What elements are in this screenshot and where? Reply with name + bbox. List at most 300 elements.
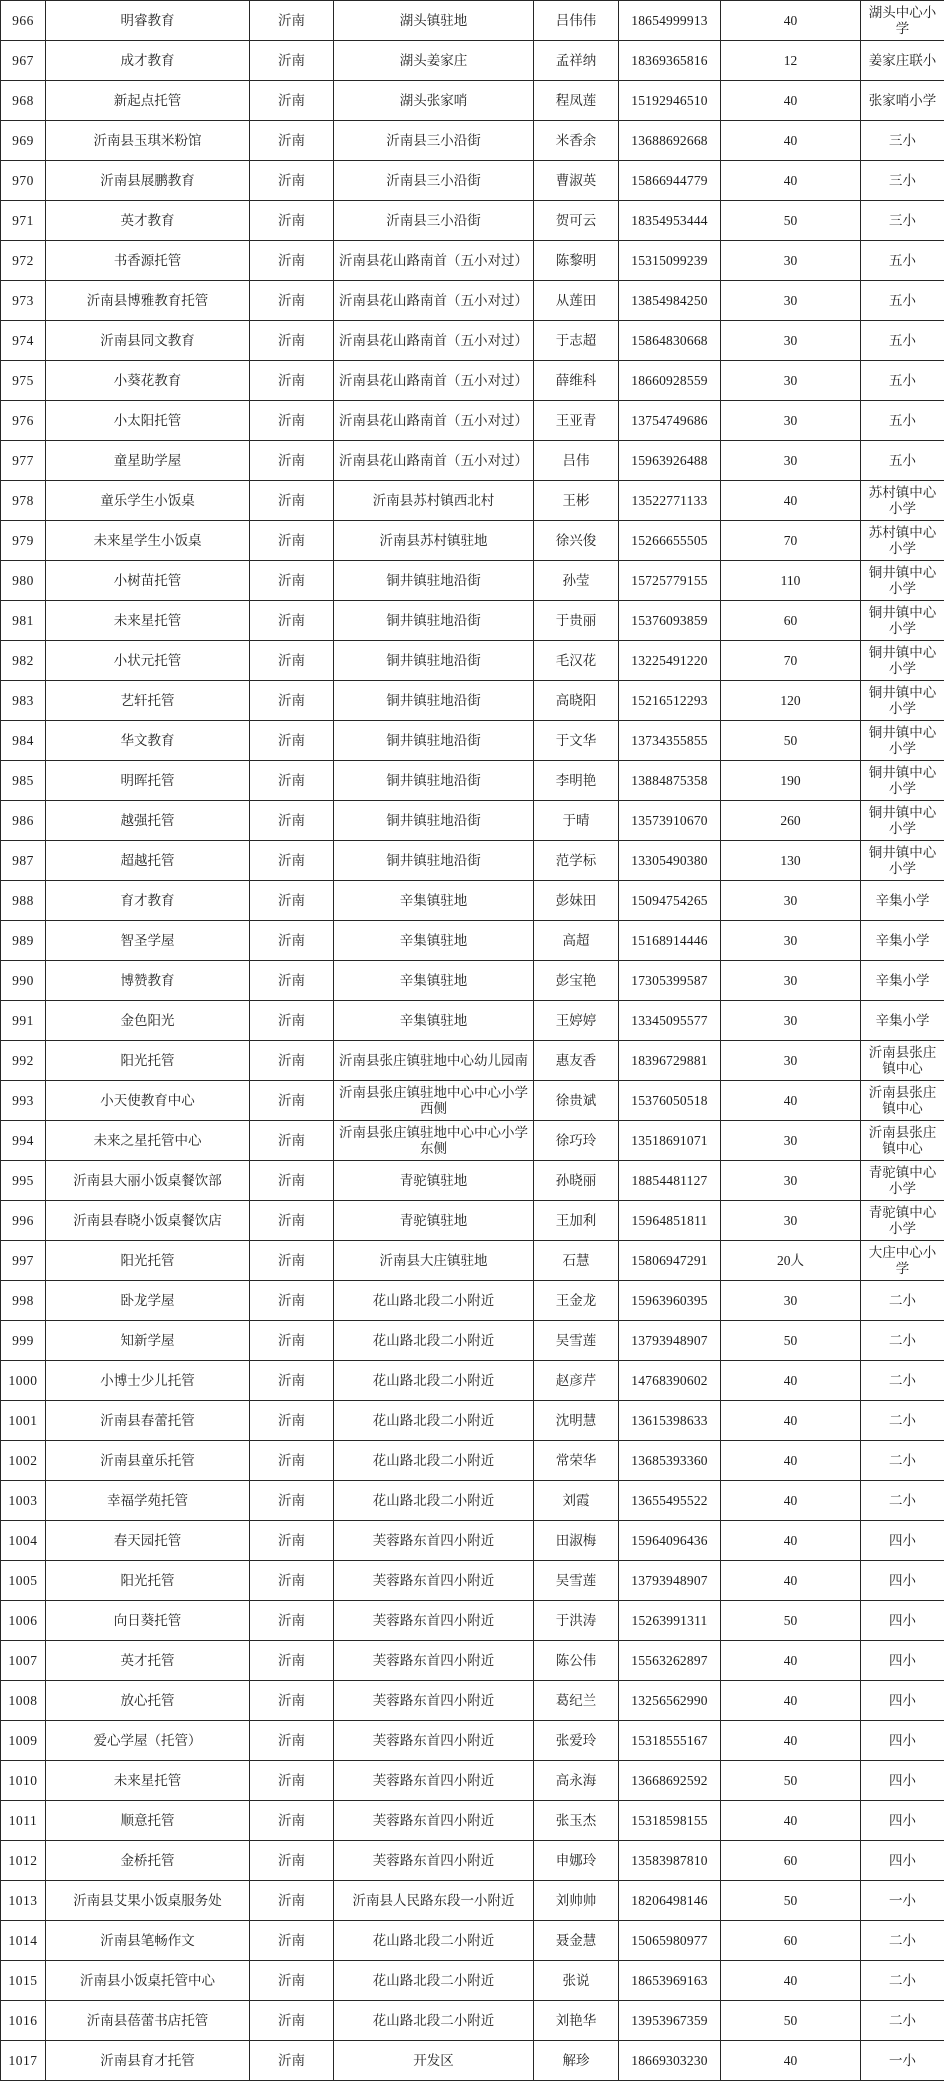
contact-name-cell: 于贵丽 bbox=[534, 601, 619, 641]
address-cell: 沂南县花山路南首（五小对过） bbox=[334, 361, 534, 401]
contact-name-cell: 李明艳 bbox=[534, 761, 619, 801]
table-row bbox=[1, 641, 944, 681]
institution-name-cell: 沂南县艾果小饭桌服务处 bbox=[46, 1881, 250, 1921]
institution-name-cell: 卧龙学屋 bbox=[46, 1281, 250, 1321]
address-cell: 沂南县大庄镇驻地 bbox=[334, 1241, 534, 1281]
county-cell: 沂南 bbox=[250, 1201, 334, 1241]
capacity-cell: 30 bbox=[721, 1201, 861, 1241]
row-number-cell: 1009 bbox=[1, 1721, 46, 1761]
row-number-cell: 970 bbox=[1, 161, 46, 201]
row-number-cell: 968 bbox=[1, 81, 46, 121]
row-number-cell: 1000 bbox=[1, 1361, 46, 1401]
capacity-cell: 40 bbox=[721, 1801, 861, 1841]
contact-name-cell: 于文华 bbox=[534, 721, 619, 761]
school-cell: 湖头中心小学 bbox=[861, 1, 944, 41]
institution-name-cell: 博赞教育 bbox=[46, 961, 250, 1001]
capacity-cell: 30 bbox=[721, 1001, 861, 1041]
table-row bbox=[1, 1241, 944, 1281]
contact-name-cell: 吴雪莲 bbox=[534, 1561, 619, 1601]
institution-name-cell: 育才教育 bbox=[46, 881, 250, 921]
address-cell: 青驼镇驻地 bbox=[334, 1161, 534, 1201]
row-number-cell: 996 bbox=[1, 1201, 46, 1241]
institution-name-cell: 沂南县玉琪米粉馆 bbox=[46, 121, 250, 161]
institution-name-cell: 沂南县同文教育 bbox=[46, 321, 250, 361]
school-cell: 沂南县张庄镇中心 bbox=[861, 1041, 944, 1081]
phone-cell: 15192946510 bbox=[619, 81, 721, 121]
phone-cell: 14768390602 bbox=[619, 1361, 721, 1401]
phone-cell: 15376093859 bbox=[619, 601, 721, 641]
contact-name-cell: 陈黎明 bbox=[534, 241, 619, 281]
phone-cell: 15263991311 bbox=[619, 1601, 721, 1641]
capacity-cell: 50 bbox=[721, 1881, 861, 1921]
school-cell: 五小 bbox=[861, 401, 944, 441]
phone-cell: 13655495522 bbox=[619, 1481, 721, 1521]
phone-cell: 15216512293 bbox=[619, 681, 721, 721]
address-cell: 沂南县花山路南首（五小对过） bbox=[334, 321, 534, 361]
capacity-cell: 40 bbox=[721, 1481, 861, 1521]
contact-name-cell: 徐贵斌 bbox=[534, 1081, 619, 1121]
address-cell: 湖头张家哨 bbox=[334, 81, 534, 121]
table-row bbox=[1, 1401, 944, 1441]
table-row bbox=[1, 121, 944, 161]
school-cell: 五小 bbox=[861, 241, 944, 281]
address-cell: 芙蓉路东首四小附近 bbox=[334, 1601, 534, 1641]
contact-name-cell: 高永海 bbox=[534, 1761, 619, 1801]
school-cell: 四小 bbox=[861, 1561, 944, 1601]
institution-name-cell: 书香源托管 bbox=[46, 241, 250, 281]
capacity-cell: 60 bbox=[721, 1921, 861, 1961]
row-number-cell: 1014 bbox=[1, 1921, 46, 1961]
county-cell: 沂南 bbox=[250, 681, 334, 721]
school-cell: 沂南县张庄镇中心 bbox=[861, 1121, 944, 1161]
capacity-cell: 30 bbox=[721, 281, 861, 321]
contact-name-cell: 曹淑英 bbox=[534, 161, 619, 201]
contact-name-cell: 聂金慧 bbox=[534, 1921, 619, 1961]
capacity-cell: 50 bbox=[721, 201, 861, 241]
institution-name-cell: 小太阳托管 bbox=[46, 401, 250, 441]
row-number-cell: 987 bbox=[1, 841, 46, 881]
contact-name-cell: 张爱玲 bbox=[534, 1721, 619, 1761]
address-cell: 铜井镇驻地沿街 bbox=[334, 601, 534, 641]
table-row bbox=[1, 921, 944, 961]
contact-name-cell: 王金龙 bbox=[534, 1281, 619, 1321]
phone-cell: 13225491220 bbox=[619, 641, 721, 681]
contact-name-cell: 刘霞 bbox=[534, 1481, 619, 1521]
contact-name-cell: 徐巧玲 bbox=[534, 1121, 619, 1161]
institution-name-cell: 幸福学苑托管 bbox=[46, 1481, 250, 1521]
row-number-cell: 1006 bbox=[1, 1601, 46, 1641]
institution-name-cell: 顺意托管 bbox=[46, 1801, 250, 1841]
address-cell: 芙蓉路东首四小附近 bbox=[334, 1561, 534, 1601]
contact-name-cell: 王婷婷 bbox=[534, 1001, 619, 1041]
contact-name-cell: 孟祥纳 bbox=[534, 41, 619, 81]
table-row bbox=[1, 161, 944, 201]
contact-name-cell: 孙晓丽 bbox=[534, 1161, 619, 1201]
institution-name-cell: 春天园托管 bbox=[46, 1521, 250, 1561]
address-cell: 花山路北段二小附近 bbox=[334, 1281, 534, 1321]
row-number-cell: 1003 bbox=[1, 1481, 46, 1521]
phone-cell: 13953967359 bbox=[619, 2001, 721, 2041]
school-cell: 二小 bbox=[861, 1961, 944, 2001]
school-cell: 青驼镇中心小学 bbox=[861, 1201, 944, 1241]
institution-name-cell: 英才托管 bbox=[46, 1641, 250, 1681]
table-row bbox=[1, 961, 944, 1001]
phone-cell: 18354953444 bbox=[619, 201, 721, 241]
capacity-cell: 40 bbox=[721, 1401, 861, 1441]
row-number-cell: 989 bbox=[1, 921, 46, 961]
county-cell: 沂南 bbox=[250, 1041, 334, 1081]
phone-cell: 13573910670 bbox=[619, 801, 721, 841]
capacity-cell: 190 bbox=[721, 761, 861, 801]
row-number-cell: 973 bbox=[1, 281, 46, 321]
county-cell: 沂南 bbox=[250, 1281, 334, 1321]
county-cell: 沂南 bbox=[250, 881, 334, 921]
phone-cell: 15964096436 bbox=[619, 1521, 721, 1561]
table-row bbox=[1, 1721, 944, 1761]
table-row bbox=[1, 881, 944, 921]
capacity-cell: 50 bbox=[721, 2001, 861, 2041]
row-number-cell: 983 bbox=[1, 681, 46, 721]
row-number-cell: 1011 bbox=[1, 1801, 46, 1841]
table-row bbox=[1, 241, 944, 281]
table-row bbox=[1, 1561, 944, 1601]
address-cell: 芙蓉路东首四小附近 bbox=[334, 1681, 534, 1721]
institution-name-cell: 智圣学屋 bbox=[46, 921, 250, 961]
address-cell: 花山路北段二小附近 bbox=[334, 1441, 534, 1481]
school-cell: 大庄中心小学 bbox=[861, 1241, 944, 1281]
table-row bbox=[1, 361, 944, 401]
row-number-cell: 994 bbox=[1, 1121, 46, 1161]
school-cell: 四小 bbox=[861, 1721, 944, 1761]
capacity-cell: 40 bbox=[721, 1681, 861, 1721]
contact-name-cell: 于洪涛 bbox=[534, 1601, 619, 1641]
phone-cell: 17305399587 bbox=[619, 961, 721, 1001]
row-number-cell: 985 bbox=[1, 761, 46, 801]
capacity-cell: 70 bbox=[721, 521, 861, 561]
phone-cell: 15376050518 bbox=[619, 1081, 721, 1121]
school-cell: 辛集小学 bbox=[861, 881, 944, 921]
table-row bbox=[1, 761, 944, 801]
institution-name-cell: 沂南县春蕾托管 bbox=[46, 1401, 250, 1441]
capacity-cell: 60 bbox=[721, 601, 861, 641]
table-row bbox=[1, 1041, 944, 1081]
contact-name-cell: 程凤莲 bbox=[534, 81, 619, 121]
address-cell: 辛集镇驻地 bbox=[334, 1001, 534, 1041]
county-cell: 沂南 bbox=[250, 841, 334, 881]
row-number-cell: 974 bbox=[1, 321, 46, 361]
row-number-cell: 1008 bbox=[1, 1681, 46, 1721]
institution-name-cell: 明晖托管 bbox=[46, 761, 250, 801]
capacity-cell: 40 bbox=[721, 1641, 861, 1681]
capacity-cell: 30 bbox=[721, 1121, 861, 1161]
phone-cell: 15864830668 bbox=[619, 321, 721, 361]
row-number-cell: 967 bbox=[1, 41, 46, 81]
contact-name-cell: 从莲田 bbox=[534, 281, 619, 321]
institution-name-cell: 新起点托管 bbox=[46, 81, 250, 121]
county-cell: 沂南 bbox=[250, 441, 334, 481]
school-cell: 铜井镇中心小学 bbox=[861, 721, 944, 761]
row-number-cell: 984 bbox=[1, 721, 46, 761]
capacity-cell: 30 bbox=[721, 321, 861, 361]
contact-name-cell: 田淑梅 bbox=[534, 1521, 619, 1561]
address-cell: 沂南县苏村镇西北村 bbox=[334, 481, 534, 521]
address-cell: 辛集镇驻地 bbox=[334, 921, 534, 961]
row-number-cell: 977 bbox=[1, 441, 46, 481]
contact-name-cell: 刘帅帅 bbox=[534, 1881, 619, 1921]
contact-name-cell: 高晓阳 bbox=[534, 681, 619, 721]
row-number-cell: 998 bbox=[1, 1281, 46, 1321]
contact-name-cell: 王加利 bbox=[534, 1201, 619, 1241]
row-number-cell: 1016 bbox=[1, 2001, 46, 2041]
phone-cell: 18660928559 bbox=[619, 361, 721, 401]
table-row bbox=[1, 1961, 944, 2001]
institution-name-cell: 小天使教育中心 bbox=[46, 1081, 250, 1121]
capacity-cell: 30 bbox=[721, 441, 861, 481]
capacity-cell: 40 bbox=[721, 1521, 861, 1561]
capacity-cell: 110 bbox=[721, 561, 861, 601]
address-cell: 沂南县三小沿街 bbox=[334, 121, 534, 161]
institution-name-cell: 童星助学屋 bbox=[46, 441, 250, 481]
table-row bbox=[1, 1881, 944, 1921]
county-cell: 沂南 bbox=[250, 1161, 334, 1201]
row-number-cell: 1017 bbox=[1, 2041, 46, 2081]
row-number-cell: 976 bbox=[1, 401, 46, 441]
contact-name-cell: 沈明慧 bbox=[534, 1401, 619, 1441]
county-cell: 沂南 bbox=[250, 1681, 334, 1721]
contact-name-cell: 申娜玲 bbox=[534, 1841, 619, 1881]
school-cell: 五小 bbox=[861, 281, 944, 321]
phone-cell: 15065980977 bbox=[619, 1921, 721, 1961]
address-cell: 花山路北段二小附近 bbox=[334, 1921, 534, 1961]
phone-cell: 18854481127 bbox=[619, 1161, 721, 1201]
county-cell: 沂南 bbox=[250, 1321, 334, 1361]
phone-cell: 13345095577 bbox=[619, 1001, 721, 1041]
table-row bbox=[1, 321, 944, 361]
row-number-cell: 986 bbox=[1, 801, 46, 841]
capacity-cell: 50 bbox=[721, 1761, 861, 1801]
county-cell: 沂南 bbox=[250, 1, 334, 41]
county-cell: 沂南 bbox=[250, 1481, 334, 1521]
address-cell: 湖头镇驻地 bbox=[334, 1, 534, 41]
table-row bbox=[1, 1601, 944, 1641]
school-cell: 二小 bbox=[861, 1361, 944, 1401]
row-number-cell: 981 bbox=[1, 601, 46, 641]
school-cell: 二小 bbox=[861, 2001, 944, 2041]
table-row bbox=[1, 1441, 944, 1481]
table-row bbox=[1, 601, 944, 641]
contact-name-cell: 王彬 bbox=[534, 481, 619, 521]
contact-name-cell: 石慧 bbox=[534, 1241, 619, 1281]
capacity-cell: 30 bbox=[721, 361, 861, 401]
county-cell: 沂南 bbox=[250, 481, 334, 521]
contact-name-cell: 陈公伟 bbox=[534, 1641, 619, 1681]
phone-cell: 18653969163 bbox=[619, 1961, 721, 2001]
capacity-cell: 40 bbox=[721, 1361, 861, 1401]
county-cell: 沂南 bbox=[250, 761, 334, 801]
county-cell: 沂南 bbox=[250, 161, 334, 201]
school-cell: 四小 bbox=[861, 1841, 944, 1881]
contact-name-cell: 解珍 bbox=[534, 2041, 619, 2081]
capacity-cell: 40 bbox=[721, 481, 861, 521]
address-cell: 沂南县张庄镇驻地中心中心小学东侧 bbox=[334, 1121, 534, 1161]
contact-name-cell: 吕伟伟 bbox=[534, 1, 619, 41]
institution-name-cell: 金色阳光 bbox=[46, 1001, 250, 1041]
phone-cell: 18369365816 bbox=[619, 41, 721, 81]
institution-name-cell: 阳光托管 bbox=[46, 1241, 250, 1281]
row-number-cell: 995 bbox=[1, 1161, 46, 1201]
table-row bbox=[1, 721, 944, 761]
county-cell: 沂南 bbox=[250, 1921, 334, 1961]
contact-name-cell: 毛汉花 bbox=[534, 641, 619, 681]
county-cell: 沂南 bbox=[250, 721, 334, 761]
school-cell: 铜井镇中心小学 bbox=[861, 841, 944, 881]
capacity-cell: 30 bbox=[721, 401, 861, 441]
county-cell: 沂南 bbox=[250, 1241, 334, 1281]
school-cell: 铜井镇中心小学 bbox=[861, 681, 944, 721]
phone-cell: 15725779155 bbox=[619, 561, 721, 601]
address-cell: 沂南县花山路南首（五小对过） bbox=[334, 401, 534, 441]
phone-cell: 18396729881 bbox=[619, 1041, 721, 1081]
county-cell: 沂南 bbox=[250, 1521, 334, 1561]
table-body bbox=[1, 1, 944, 2081]
phone-cell: 13583987810 bbox=[619, 1841, 721, 1881]
phone-cell: 13685393360 bbox=[619, 1441, 721, 1481]
school-cell: 辛集小学 bbox=[861, 1001, 944, 1041]
table-row bbox=[1, 1081, 944, 1121]
school-cell: 铜井镇中心小学 bbox=[861, 801, 944, 841]
school-cell: 三小 bbox=[861, 201, 944, 241]
school-cell: 四小 bbox=[861, 1521, 944, 1561]
row-number-cell: 990 bbox=[1, 961, 46, 1001]
address-cell: 沂南县花山路南首（五小对过） bbox=[334, 441, 534, 481]
school-cell: 三小 bbox=[861, 121, 944, 161]
contact-name-cell: 惠友香 bbox=[534, 1041, 619, 1081]
address-cell: 花山路北段二小附近 bbox=[334, 1481, 534, 1521]
school-cell: 四小 bbox=[861, 1761, 944, 1801]
institution-name-cell: 沂南县博雅教育托管 bbox=[46, 281, 250, 321]
county-cell: 沂南 bbox=[250, 641, 334, 681]
school-cell: 沂南县张庄镇中心 bbox=[861, 1081, 944, 1121]
county-cell: 沂南 bbox=[250, 1401, 334, 1441]
phone-cell: 15806947291 bbox=[619, 1241, 721, 1281]
institution-name-cell: 华文教育 bbox=[46, 721, 250, 761]
phone-cell: 15318598155 bbox=[619, 1801, 721, 1841]
row-number-cell: 992 bbox=[1, 1041, 46, 1081]
school-cell: 辛集小学 bbox=[861, 921, 944, 961]
contact-name-cell: 高超 bbox=[534, 921, 619, 961]
county-cell: 沂南 bbox=[250, 1841, 334, 1881]
table-row bbox=[1, 1481, 944, 1521]
contact-name-cell: 贺可云 bbox=[534, 201, 619, 241]
county-cell: 沂南 bbox=[250, 2001, 334, 2041]
county-cell: 沂南 bbox=[250, 41, 334, 81]
row-number-cell: 975 bbox=[1, 361, 46, 401]
address-cell: 湖头姜家庄 bbox=[334, 41, 534, 81]
address-cell: 铜井镇驻地沿街 bbox=[334, 681, 534, 721]
table-row bbox=[1, 41, 944, 81]
school-cell: 二小 bbox=[861, 1281, 944, 1321]
phone-cell: 13854984250 bbox=[619, 281, 721, 321]
capacity-cell: 40 bbox=[721, 1081, 861, 1121]
row-number-cell: 997 bbox=[1, 1241, 46, 1281]
county-cell: 沂南 bbox=[250, 1721, 334, 1761]
institution-name-cell: 爱心学屋（托管） bbox=[46, 1721, 250, 1761]
institution-name-cell: 沂南县春晓小饭桌餐饮店 bbox=[46, 1201, 250, 1241]
address-cell: 沂南县花山路南首（五小对过） bbox=[334, 241, 534, 281]
school-cell: 铜井镇中心小学 bbox=[861, 601, 944, 641]
address-cell: 沂南县人民路东段一小附近 bbox=[334, 1881, 534, 1921]
capacity-cell: 30 bbox=[721, 961, 861, 1001]
contact-name-cell: 孙莹 bbox=[534, 561, 619, 601]
school-cell: 五小 bbox=[861, 441, 944, 481]
table-row bbox=[1, 1841, 944, 1881]
phone-cell: 13734355855 bbox=[619, 721, 721, 761]
capacity-cell: 30 bbox=[721, 241, 861, 281]
row-number-cell: 1005 bbox=[1, 1561, 46, 1601]
capacity-cell: 130 bbox=[721, 841, 861, 881]
row-number-cell: 1007 bbox=[1, 1641, 46, 1681]
address-cell: 花山路北段二小附近 bbox=[334, 1361, 534, 1401]
capacity-cell: 30 bbox=[721, 1281, 861, 1321]
row-number-cell: 988 bbox=[1, 881, 46, 921]
county-cell: 沂南 bbox=[250, 2041, 334, 2081]
county-cell: 沂南 bbox=[250, 1881, 334, 1921]
institution-name-cell: 沂南县笔畅作文 bbox=[46, 1921, 250, 1961]
address-cell: 芙蓉路东首四小附近 bbox=[334, 1521, 534, 1561]
school-cell: 三小 bbox=[861, 161, 944, 201]
row-number-cell: 1004 bbox=[1, 1521, 46, 1561]
table-row bbox=[1, 561, 944, 601]
phone-cell: 13793948907 bbox=[619, 1561, 721, 1601]
phone-cell: 13793948907 bbox=[619, 1321, 721, 1361]
table-row bbox=[1, 521, 944, 561]
address-cell: 辛集镇驻地 bbox=[334, 961, 534, 1001]
contact-name-cell: 于晴 bbox=[534, 801, 619, 841]
capacity-cell: 50 bbox=[721, 1601, 861, 1641]
row-number-cell: 999 bbox=[1, 1321, 46, 1361]
county-cell: 沂南 bbox=[250, 801, 334, 841]
school-cell: 四小 bbox=[861, 1601, 944, 1641]
table-row bbox=[1, 81, 944, 121]
institution-name-cell: 沂南县大丽小饭桌餐饮部 bbox=[46, 1161, 250, 1201]
phone-cell: 18654999913 bbox=[619, 1, 721, 41]
address-cell: 芙蓉路东首四小附近 bbox=[334, 1641, 534, 1681]
phone-cell: 15168914446 bbox=[619, 921, 721, 961]
phone-cell: 15963926488 bbox=[619, 441, 721, 481]
table-row bbox=[1, 1121, 944, 1161]
school-cell: 四小 bbox=[861, 1641, 944, 1681]
county-cell: 沂南 bbox=[250, 281, 334, 321]
institution-name-cell: 金桥托管 bbox=[46, 1841, 250, 1881]
institution-name-cell: 未来星学生小饭桌 bbox=[46, 521, 250, 561]
institution-name-cell: 未来星托管 bbox=[46, 601, 250, 641]
table-row bbox=[1, 1801, 944, 1841]
table-row bbox=[1, 1201, 944, 1241]
table-row bbox=[1, 1641, 944, 1681]
phone-cell: 15318555167 bbox=[619, 1721, 721, 1761]
county-cell: 沂南 bbox=[250, 1441, 334, 1481]
institution-name-cell: 沂南县童乐托管 bbox=[46, 1441, 250, 1481]
school-cell: 一小 bbox=[861, 2041, 944, 2081]
capacity-cell: 30 bbox=[721, 1161, 861, 1201]
county-cell: 沂南 bbox=[250, 1761, 334, 1801]
institution-name-cell: 沂南县蓓蕾书店托管 bbox=[46, 2001, 250, 2041]
contact-name-cell: 薛维科 bbox=[534, 361, 619, 401]
address-cell: 沂南县张庄镇驻地中心中心小学西侧 bbox=[334, 1081, 534, 1121]
capacity-cell: 260 bbox=[721, 801, 861, 841]
school-cell: 四小 bbox=[861, 1801, 944, 1841]
address-cell: 铜井镇驻地沿街 bbox=[334, 761, 534, 801]
